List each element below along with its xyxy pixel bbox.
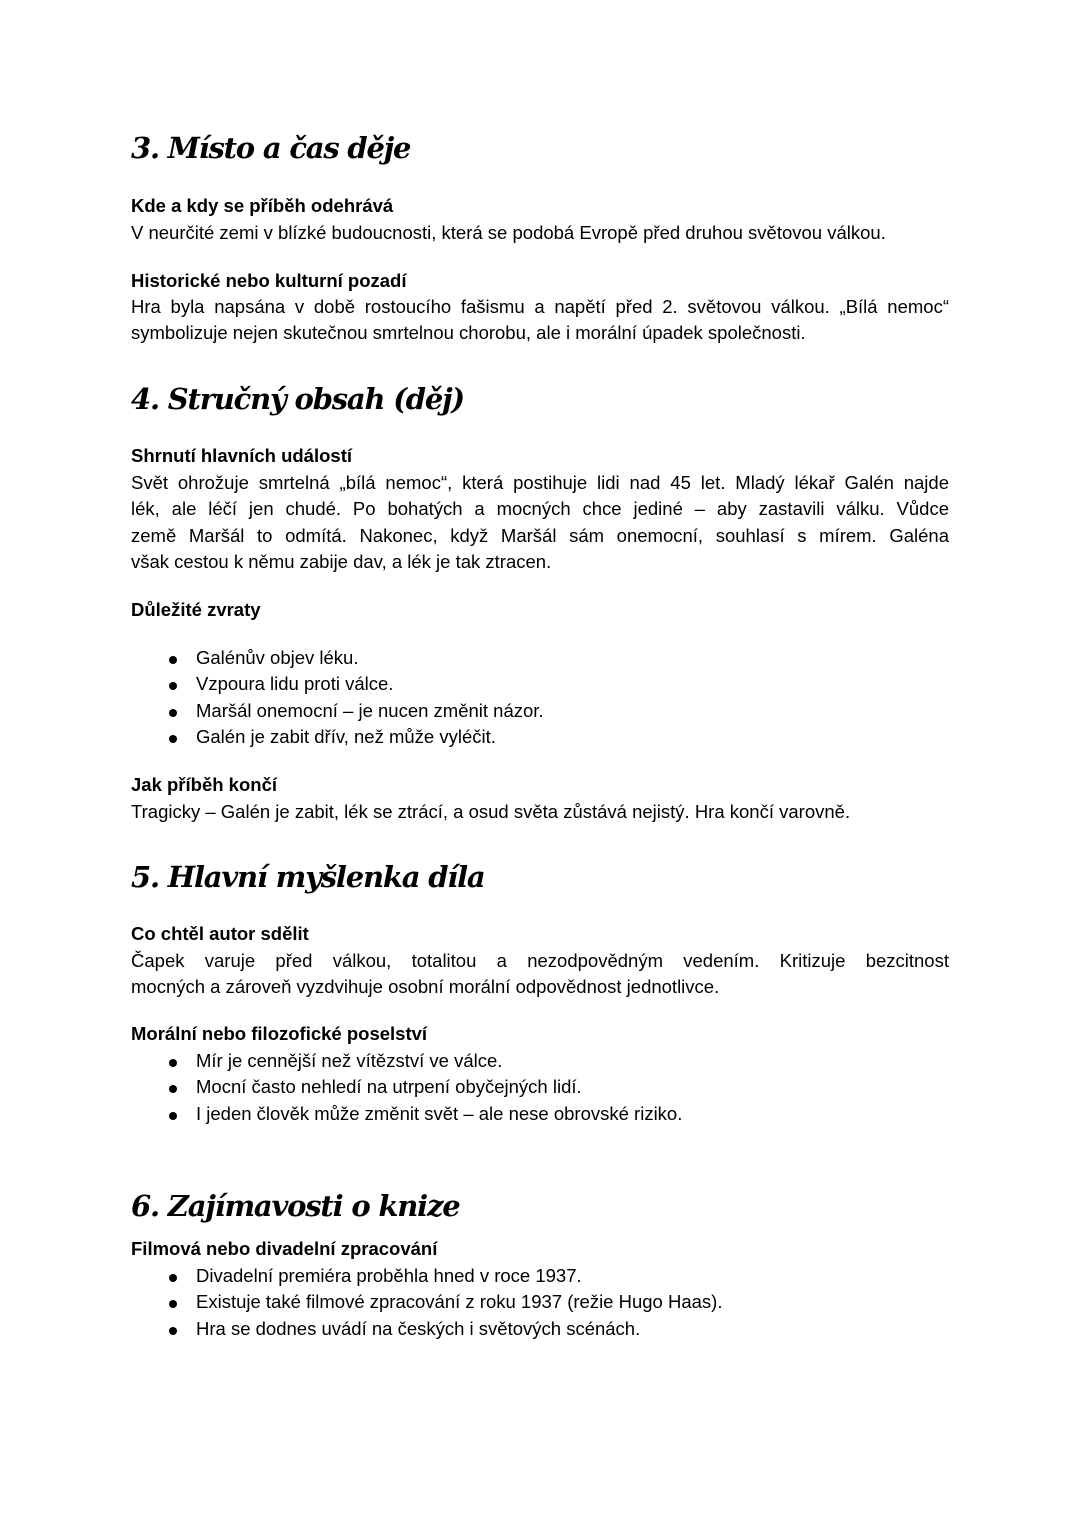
section-heading: 5. Hlavní myšlenka díla [131, 860, 485, 894]
list-item: Mocní často nehledí na utrpení obyčejných lidí. [131, 1074, 682, 1100]
paragraph-line: symbolizuje nejen skutečnou smrtelnou chorobu, ale i morální úpadek společnosti. [131, 322, 806, 344]
section-heading: 3. Místo a čas děje [131, 131, 411, 165]
list-item: Galénův objev léku. [131, 645, 544, 671]
list-item: Hra se dodnes uvádí na českých i světových scénách. [131, 1316, 722, 1342]
bullet-icon [169, 735, 177, 743]
subheading: Jak příběh končí [131, 774, 277, 795]
bullet-icon [169, 1085, 177, 1093]
bullet-icon [169, 1059, 177, 1067]
list-item: Maršál onemocní – je nucen změnit názor. [131, 698, 544, 724]
paragraph [131, 470, 949, 575]
subheading: Historické nebo kulturní pozadí [131, 270, 407, 291]
paragraph-line: lék, ale léčí jen chudé. Po bohatých a mocných chce jediné – aby zastavili válku. Vůdce [131, 498, 949, 520]
bullet-list [131, 1048, 682, 1127]
list-item: Mír je cennější než vítězství ve válce. [131, 1048, 682, 1074]
paragraph-line: Hra byla napsána v době rostoucího fašismu a napětí před 2. světovou válkou. „Bílá nemoc“ [131, 296, 949, 317]
list-item: Divadelní premiéra proběhla hned v roce 1937. [131, 1263, 722, 1289]
paragraph-line: však cestou k němu zabije dav, a lék je tak ztracen. [131, 550, 552, 572]
bullet-list [131, 1263, 722, 1342]
list-item: Vzpoura lidu proti válce. [131, 671, 544, 697]
list-item: Galén je zabit dřív, než může vyléčit. [131, 724, 544, 750]
paragraph-line: V neurčité zemi v blízké budoucnosti, která se podobá Evropě před druhou světovou válkou. [131, 222, 886, 243]
subheading: Co chtěl autor sdělit [131, 923, 309, 944]
bullet-icon [169, 1300, 177, 1308]
section-heading: 4. Stručný obsah (děj) [131, 382, 464, 416]
paragraph-line: Tragicky – Galén je zabit, lék se ztrácí, a osud světa zůstává nejistý. Hra končí varovně. [131, 801, 851, 822]
subheading: Důležité zvraty [131, 599, 261, 620]
bullet-icon [169, 1112, 177, 1120]
list-item: I jeden člověk může změnit svět – ale nese obrovské riziko. [131, 1101, 682, 1127]
bullet-icon [169, 1327, 177, 1335]
paragraph [131, 220, 949, 246]
paragraph-line: Svět ohrožuje smrtelná „bílá nemoc“, která postihuje lidi nad 45 let. Mladý lékař Galén najde [131, 472, 949, 493]
bullet-icon [169, 656, 177, 664]
bullet-icon [169, 682, 177, 690]
paragraph-line: mocných a zároveň vyzdvihuje osobní morální odpovědnost jednotlivce. [131, 976, 720, 998]
paragraph [131, 294, 949, 347]
subheading: Shrnutí hlavních událostí [131, 445, 352, 466]
subheading: Morální nebo filozofické poselství [131, 1023, 428, 1044]
subheading: Kde a kdy se příběh odehrává [131, 195, 394, 216]
list-item: Existuje také filmové zpracování z roku 1937 (režie Hugo Haas). [131, 1289, 722, 1315]
bullet-icon [169, 1274, 177, 1282]
paragraph [131, 799, 949, 825]
paragraph [131, 948, 949, 1001]
subheading: Filmová nebo divadelní zpracování [131, 1238, 438, 1259]
paragraph-line: Čapek varuje před válkou, totalitou a nezodpovědným vedením. Kritizuje bezcitnost [131, 950, 949, 971]
section-heading: 6. Zajímavosti o knize [131, 1189, 460, 1223]
paragraph-line: země Maršál to odmítá. Nakonec, když Maršál sám onemocní, souhlasí s mírem. Galéna [131, 524, 949, 546]
bullet-list [131, 645, 544, 750]
bullet-icon [169, 709, 177, 717]
